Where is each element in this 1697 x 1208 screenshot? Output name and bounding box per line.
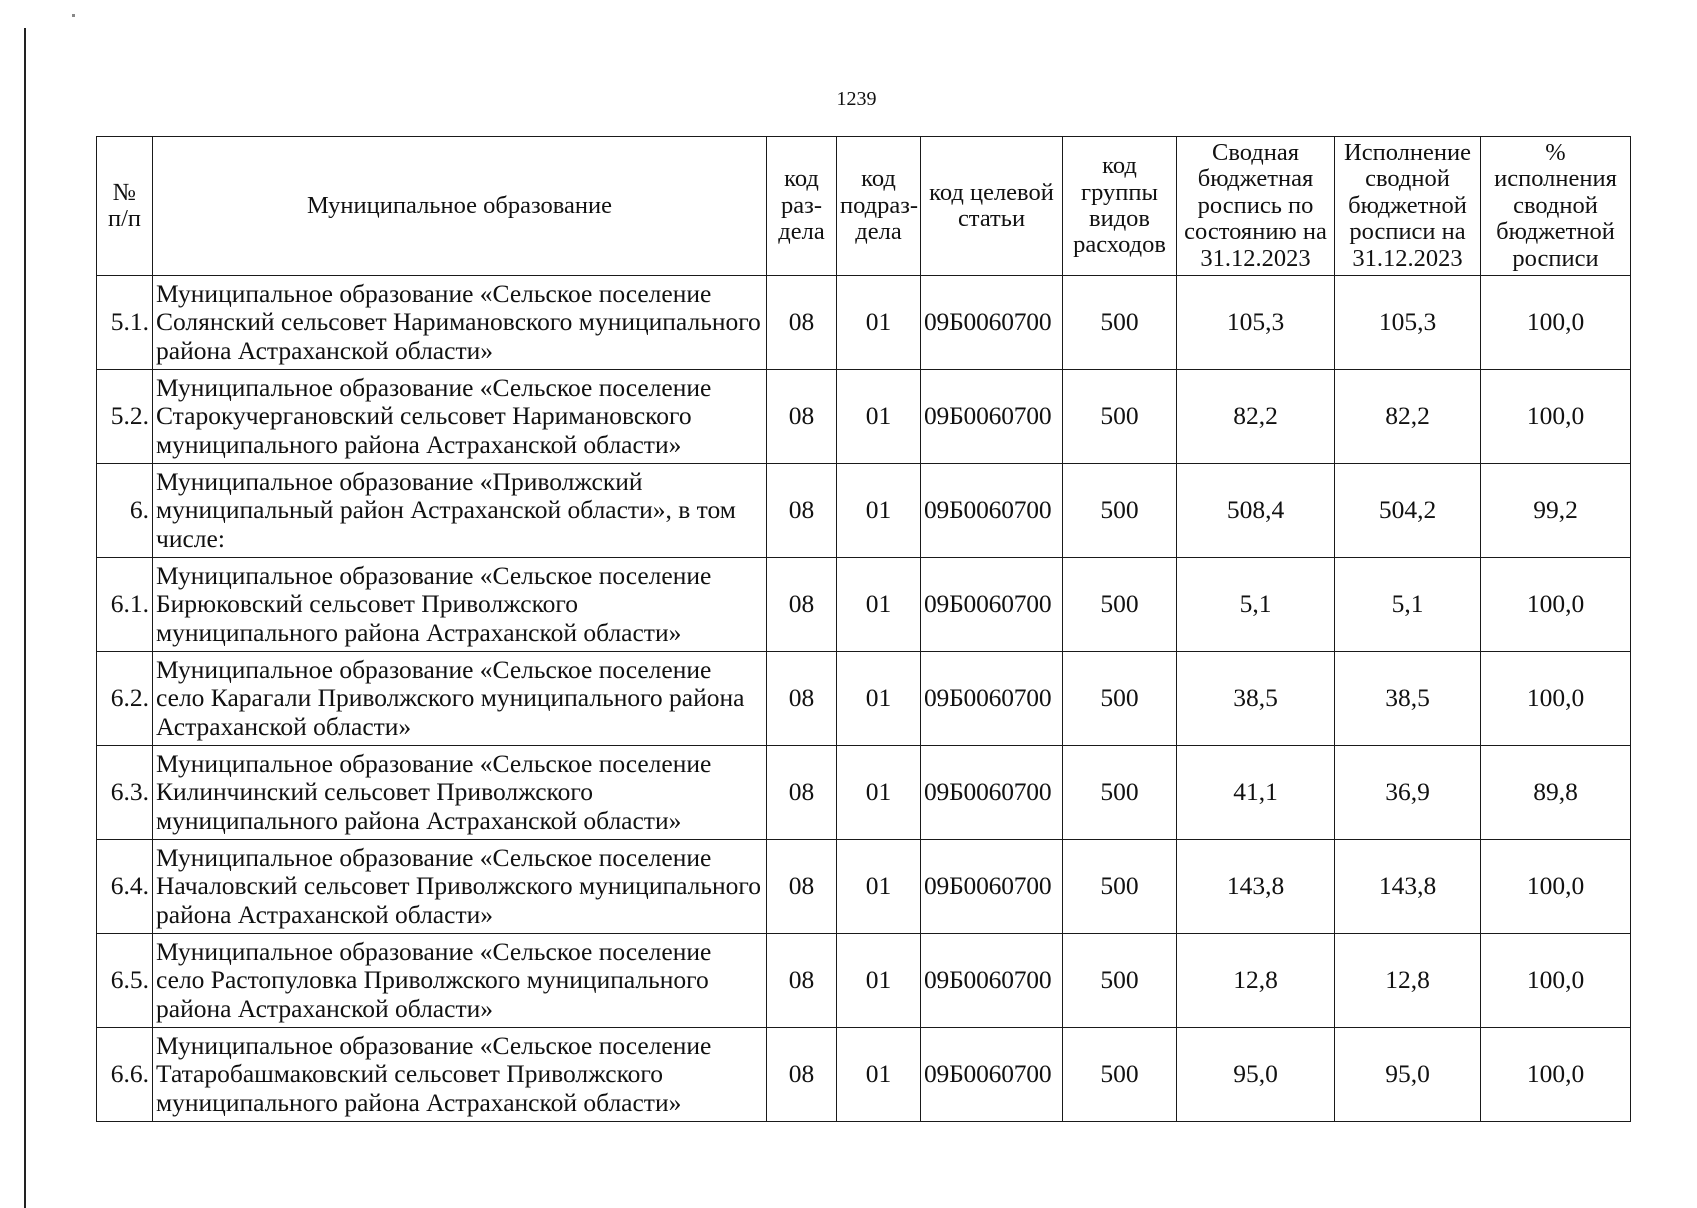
scan-speck (72, 14, 75, 17)
cell-planned-amount: 5,1 (1177, 558, 1335, 652)
cell-subsection-code: 01 (837, 652, 921, 746)
cell-executed-amount: 5,1 (1335, 558, 1481, 652)
cell-expense-group-code: 500 (1063, 464, 1177, 558)
table-row (97, 934, 1631, 1028)
table-row (97, 652, 1631, 746)
cell-subsection-code: 01 (837, 276, 921, 370)
cell-execution-percent: 100,0 (1481, 840, 1631, 934)
cell-expense-group-code: 500 (1063, 370, 1177, 464)
cell-subsection-code: 01 (837, 1028, 921, 1122)
cell-expense-group-code: 500 (1063, 276, 1177, 370)
header-subsection: код подраз-дела (837, 137, 921, 276)
table-row (97, 276, 1631, 370)
cell-executed-amount: 143,8 (1335, 840, 1481, 934)
cell-expense-group-code: 500 (1063, 934, 1177, 1028)
cell-municipality: Муниципальное образование «Сельское поселение Солянский сельсовет Наримановского муниципального района Астраханской области» (153, 276, 767, 370)
header-group: код группы видов расходов (1063, 137, 1177, 276)
table-row (97, 840, 1631, 934)
scan-edge-line (24, 28, 26, 1208)
cell-planned-amount: 143,8 (1177, 840, 1335, 934)
cell-num: 6.3. (97, 746, 153, 840)
cell-subsection-code: 01 (837, 746, 921, 840)
cell-execution-percent: 89,8 (1481, 746, 1631, 840)
cell-execution-percent: 100,0 (1481, 558, 1631, 652)
cell-target-code: 09Б0060700 (921, 464, 1063, 558)
cell-num: 6.4. (97, 840, 153, 934)
cell-planned-amount: 105,3 (1177, 276, 1335, 370)
cell-execution-percent: 100,0 (1481, 934, 1631, 1028)
cell-section-code: 08 (767, 276, 837, 370)
cell-section-code: 08 (767, 370, 837, 464)
cell-subsection-code: 01 (837, 558, 921, 652)
cell-expense-group-code: 500 (1063, 558, 1177, 652)
cell-expense-group-code: 500 (1063, 840, 1177, 934)
cell-expense-group-code: 500 (1063, 652, 1177, 746)
header-row (97, 137, 1631, 276)
cell-planned-amount: 508,4 (1177, 464, 1335, 558)
cell-target-code: 09Б0060700 (921, 934, 1063, 1028)
cell-target-code: 09Б0060700 (921, 276, 1063, 370)
cell-planned-amount: 12,8 (1177, 934, 1335, 1028)
cell-num: 6.5. (97, 934, 153, 1028)
cell-municipality: Муниципальное образование «Сельское поселение Старокучергановский сельсовет Наримановского муниципального района Астраханской области» (153, 370, 767, 464)
cell-section-code: 08 (767, 558, 837, 652)
cell-executed-amount: 82,2 (1335, 370, 1481, 464)
page-number-text: 1239 (836, 88, 877, 110)
header-target: код целевой статьи (921, 137, 1063, 276)
cell-subsection-code: 01 (837, 840, 921, 934)
header-planned: Сводная бюджетная роспись по состоянию на 31.12.2023 (1177, 137, 1335, 276)
cell-section-code: 08 (767, 934, 837, 1028)
cell-municipality: Муниципальное образование «Сельское поселение Килинчинский сельсовет Приволжского муниципального района Астраханской области» (153, 746, 767, 840)
table-row (97, 558, 1631, 652)
cell-municipality: Муниципальное образование «Приволжский муниципальный район Астраханской области», в том числе: (153, 464, 767, 558)
cell-target-code: 09Б0060700 (921, 746, 1063, 840)
cell-section-code: 08 (767, 840, 837, 934)
header-executed: Исполнение сводной бюджетной росписи на 31.12.2023 (1335, 137, 1481, 276)
cell-execution-percent: 100,0 (1481, 370, 1631, 464)
header-name: Муниципальное образование (153, 137, 767, 276)
cell-num: 6.6. (97, 1028, 153, 1122)
cell-municipality: Муниципальное образование «Сельское поселение село Растопуловка Приволжского муниципального района Астраханской области» (153, 934, 767, 1028)
cell-target-code: 09Б0060700 (921, 652, 1063, 746)
table-row (97, 370, 1631, 464)
cell-executed-amount: 504,2 (1335, 464, 1481, 558)
cell-num: 6.1. (97, 558, 153, 652)
table-row (97, 464, 1631, 558)
cell-execution-percent: 100,0 (1481, 276, 1631, 370)
table-header (97, 137, 1631, 276)
cell-section-code: 08 (767, 652, 837, 746)
cell-municipality: Муниципальное образование «Сельское поселение село Карагали Приволжского муниципального района Астраханской области» (153, 652, 767, 746)
cell-municipality: Муниципальное образование «Сельское поселение Татаробашмаковский сельсовет Приволжского муниципального района Астраханской области» (153, 1028, 767, 1122)
cell-planned-amount: 95,0 (1177, 1028, 1335, 1122)
cell-section-code: 08 (767, 464, 837, 558)
cell-execution-percent: 100,0 (1481, 652, 1631, 746)
table-row (97, 1028, 1631, 1122)
cell-target-code: 09Б0060700 (921, 840, 1063, 934)
table-body (97, 276, 1631, 1122)
header-percent: % исполнения сводной бюджетной росписи (1481, 137, 1631, 276)
cell-executed-amount: 105,3 (1335, 276, 1481, 370)
table-row (97, 746, 1631, 840)
cell-subsection-code: 01 (837, 370, 921, 464)
budget-execution-table (96, 136, 1631, 1122)
cell-execution-percent: 99,2 (1481, 464, 1631, 558)
cell-num: 6. (97, 464, 153, 558)
cell-municipality: Муниципальное образование «Сельское поселение Бирюковский сельсовет Приволжского муниципального района Астраханской области» (153, 558, 767, 652)
cell-subsection-code: 01 (837, 934, 921, 1028)
cell-target-code: 09Б0060700 (921, 558, 1063, 652)
cell-target-code: 09Б0060700 (921, 1028, 1063, 1122)
cell-executed-amount: 38,5 (1335, 652, 1481, 746)
cell-expense-group-code: 500 (1063, 746, 1177, 840)
cell-executed-amount: 36,9 (1335, 746, 1481, 840)
cell-num: 5.1. (97, 276, 153, 370)
cell-execution-percent: 100,0 (1481, 1028, 1631, 1122)
cell-municipality: Муниципальное образование «Сельское поселение Началовский сельсовет Приволжского муниципального района Астраханской области» (153, 840, 767, 934)
cell-target-code: 09Б0060700 (921, 370, 1063, 464)
cell-num: 6.2. (97, 652, 153, 746)
cell-section-code: 08 (767, 1028, 837, 1122)
cell-expense-group-code: 500 (1063, 1028, 1177, 1122)
cell-planned-amount: 41,1 (1177, 746, 1335, 840)
cell-section-code: 08 (767, 746, 837, 840)
cell-planned-amount: 82,2 (1177, 370, 1335, 464)
header-num: № п/п (97, 137, 153, 276)
cell-executed-amount: 95,0 (1335, 1028, 1481, 1122)
cell-executed-amount: 12,8 (1335, 934, 1481, 1028)
cell-num: 5.2. (97, 370, 153, 464)
page-number (0, 88, 1697, 111)
cell-planned-amount: 38,5 (1177, 652, 1335, 746)
header-section: код раз-дела (767, 137, 837, 276)
cell-subsection-code: 01 (837, 464, 921, 558)
